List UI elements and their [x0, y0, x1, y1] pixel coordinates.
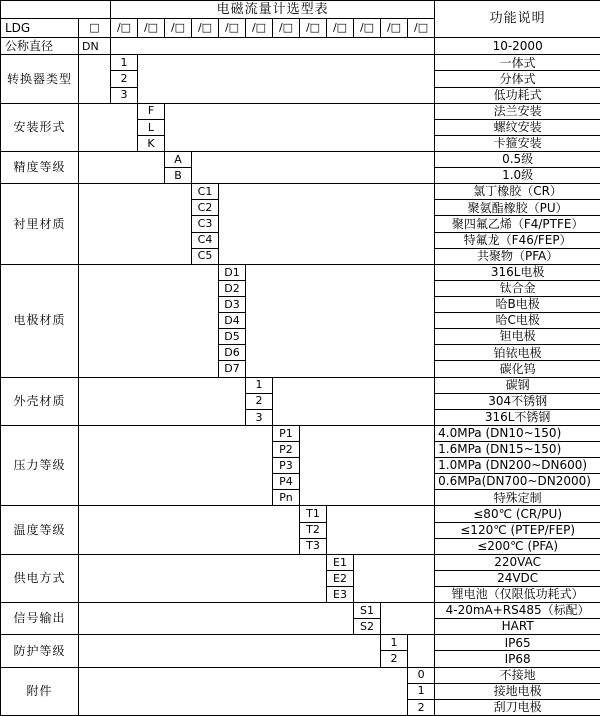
option-code: D3	[219, 297, 246, 313]
table-row	[1, 667, 600, 683]
section-label: 公称直径	[1, 38, 79, 55]
option-code: 1	[408, 683, 435, 699]
code-slot: /□	[246, 19, 273, 38]
table-row	[1, 603, 600, 619]
filler	[79, 425, 273, 506]
option-code: 3	[246, 409, 273, 425]
option-code: P3	[273, 458, 300, 474]
filler	[327, 506, 435, 554]
option-desc: IP68	[435, 651, 600, 667]
option-desc: 316L不锈钢	[435, 409, 600, 425]
option-desc: 特氟龙（F46/FEP）	[435, 232, 600, 248]
code-slot: /□	[165, 19, 192, 38]
option-desc: ≤120℃ (PTEP/FEP)	[435, 522, 600, 538]
option-code: 0	[408, 667, 435, 683]
option-code: D2	[219, 280, 246, 296]
option-code: D6	[219, 345, 246, 361]
option-desc: 304不锈钢	[435, 393, 600, 409]
filler	[79, 103, 138, 151]
option-desc: 特殊定制	[435, 490, 600, 506]
option-desc: HART	[435, 619, 600, 635]
option-code: P4	[273, 474, 300, 490]
option-desc: 螺纹安装	[435, 119, 600, 135]
code-slot: /□	[408, 19, 435, 38]
option-desc: 1.0级	[435, 168, 600, 184]
option-code: A	[165, 152, 192, 168]
option-code: 2	[246, 393, 273, 409]
filler	[273, 377, 435, 425]
option-code: 3	[111, 87, 138, 103]
table-row	[1, 152, 600, 168]
filler	[79, 55, 111, 103]
section-label: 安装形式	[1, 103, 79, 151]
title-row	[1, 1, 600, 19]
option-code: C5	[192, 248, 219, 264]
option-code: S2	[354, 619, 381, 635]
option-code: D5	[219, 329, 246, 345]
filler	[300, 425, 435, 506]
code-slot: /□	[327, 19, 354, 38]
filler	[408, 635, 435, 667]
option-code: L	[138, 119, 165, 135]
filler	[192, 152, 435, 184]
option-desc: 钛合金	[435, 280, 600, 296]
section-label: 外壳材质	[1, 377, 79, 425]
option-code: D7	[219, 361, 246, 377]
section-label: 信号输出	[1, 603, 79, 635]
page-title: 电磁流量计选型表	[111, 1, 435, 19]
table-row	[1, 103, 600, 119]
option-desc: 4-20mA+RS485（标配）	[435, 603, 600, 619]
option-desc: 24VDC	[435, 570, 600, 586]
option-code: P2	[273, 441, 300, 457]
filler	[111, 38, 435, 55]
option-code: T2	[300, 522, 327, 538]
option-code: C1	[192, 184, 219, 200]
table-row	[1, 184, 600, 200]
option-desc: 锂电池（仅限低功耗式）	[435, 586, 600, 602]
code-slot: /□	[354, 19, 381, 38]
code-slot: /□	[138, 19, 165, 38]
option-code: D1	[219, 264, 246, 280]
filler	[138, 55, 435, 103]
option-desc: ≤200℃ (PFA)	[435, 538, 600, 554]
table-row	[1, 55, 600, 71]
option-code: 1	[246, 377, 273, 393]
code-slot: /□	[381, 19, 408, 38]
option-code: E2	[327, 570, 354, 586]
model-prefix: LDG	[1, 19, 79, 38]
filler	[246, 264, 435, 377]
section-label: 电极材质	[1, 264, 79, 377]
option-code: C2	[192, 200, 219, 216]
option-desc: 刮刀电极	[435, 699, 600, 715]
code-slot: /□	[300, 19, 327, 38]
option-code: C3	[192, 216, 219, 232]
section-label: 衬里材质	[1, 184, 79, 265]
option-desc: 氯丁橡胶（CR）	[435, 184, 600, 200]
filler	[79, 264, 219, 377]
section-label: 附件	[1, 667, 79, 715]
option-desc: ≤80℃ (CR/PU)	[435, 506, 600, 522]
diameter-row	[1, 38, 600, 55]
option-desc: 卡箍安装	[435, 135, 600, 151]
option-desc: 1.0MPa (DN200~DN600)	[435, 458, 600, 474]
section-label: 精度等级	[1, 152, 79, 184]
option-code: T1	[300, 506, 327, 522]
option-code: DN	[79, 38, 111, 55]
table-row	[1, 264, 600, 280]
option-code: Pn	[273, 490, 300, 506]
option-code: 2	[111, 71, 138, 87]
code-slot: /□	[192, 19, 219, 38]
option-code: C4	[192, 232, 219, 248]
option-desc: 钽电极	[435, 329, 600, 345]
option-code: 2	[408, 699, 435, 715]
option-desc: 聚四氟乙烯（F4/PTFE）	[435, 216, 600, 232]
option-code: P1	[273, 425, 300, 441]
table-row	[1, 506, 600, 522]
filler	[381, 603, 435, 635]
filler	[79, 152, 165, 184]
option-desc: 1.6MPa (DN15~150)	[435, 441, 600, 457]
option-code: K	[138, 135, 165, 151]
table-row	[1, 635, 600, 651]
option-desc: 共聚物（PFA）	[435, 248, 600, 264]
option-desc: 不接地	[435, 667, 600, 683]
section-label: 压力等级	[1, 425, 79, 506]
title-left-filler	[1, 1, 111, 19]
option-desc: 316L电极	[435, 264, 600, 280]
option-desc: 一体式	[435, 55, 600, 71]
model-box-cell: □	[79, 19, 111, 38]
section-label: 供电方式	[1, 554, 79, 602]
option-code: T3	[300, 538, 327, 554]
option-code: S1	[354, 603, 381, 619]
code-slot: /□	[219, 19, 246, 38]
filler	[79, 554, 327, 602]
table-row	[1, 554, 600, 570]
option-desc: 0.6MPa(DN700~DN2000)	[435, 474, 600, 490]
option-desc: 聚氨酯橡胶（PU）	[435, 200, 600, 216]
function-column-header: 功能说明	[435, 1, 600, 38]
option-code: E1	[327, 554, 354, 570]
table-row	[1, 377, 600, 393]
option-code: E3	[327, 586, 354, 602]
section-label: 温度等级	[1, 506, 79, 554]
table-row	[1, 425, 600, 441]
option-code: 2	[381, 651, 408, 667]
option-code: B	[165, 168, 192, 184]
option-desc: IP65	[435, 635, 600, 651]
filler	[79, 377, 246, 425]
code-slot: /□	[273, 19, 300, 38]
section-label: 防护等级	[1, 635, 79, 667]
option-desc: 碳钢	[435, 377, 600, 393]
option-desc: 铂铱电极	[435, 345, 600, 361]
filler	[79, 603, 354, 635]
filler	[79, 635, 381, 667]
option-code: 1	[381, 635, 408, 651]
filler	[79, 506, 300, 554]
filler	[219, 184, 435, 265]
option-desc: 分体式	[435, 71, 600, 87]
option-desc: 0.5级	[435, 152, 600, 168]
code-slot: /□	[111, 19, 138, 38]
option-desc: 接地电极	[435, 683, 600, 699]
option-code: F	[138, 103, 165, 119]
filler	[79, 667, 408, 715]
filler	[165, 103, 435, 151]
option-desc: 4.0MPa (DN10~150)	[435, 425, 600, 441]
section-label: 转换器类型	[1, 55, 79, 103]
filler	[354, 554, 435, 602]
option-code: 1	[111, 55, 138, 71]
filler	[79, 184, 192, 265]
option-desc: 220VAC	[435, 554, 600, 570]
option-desc: 哈B电极	[435, 297, 600, 313]
option-desc: 10-2000	[435, 38, 600, 55]
option-desc: 低功耗式	[435, 87, 600, 103]
option-desc: 法兰安装	[435, 103, 600, 119]
option-code: D4	[219, 313, 246, 329]
option-desc: 碳化钨	[435, 361, 600, 377]
option-desc: 哈C电极	[435, 313, 600, 329]
